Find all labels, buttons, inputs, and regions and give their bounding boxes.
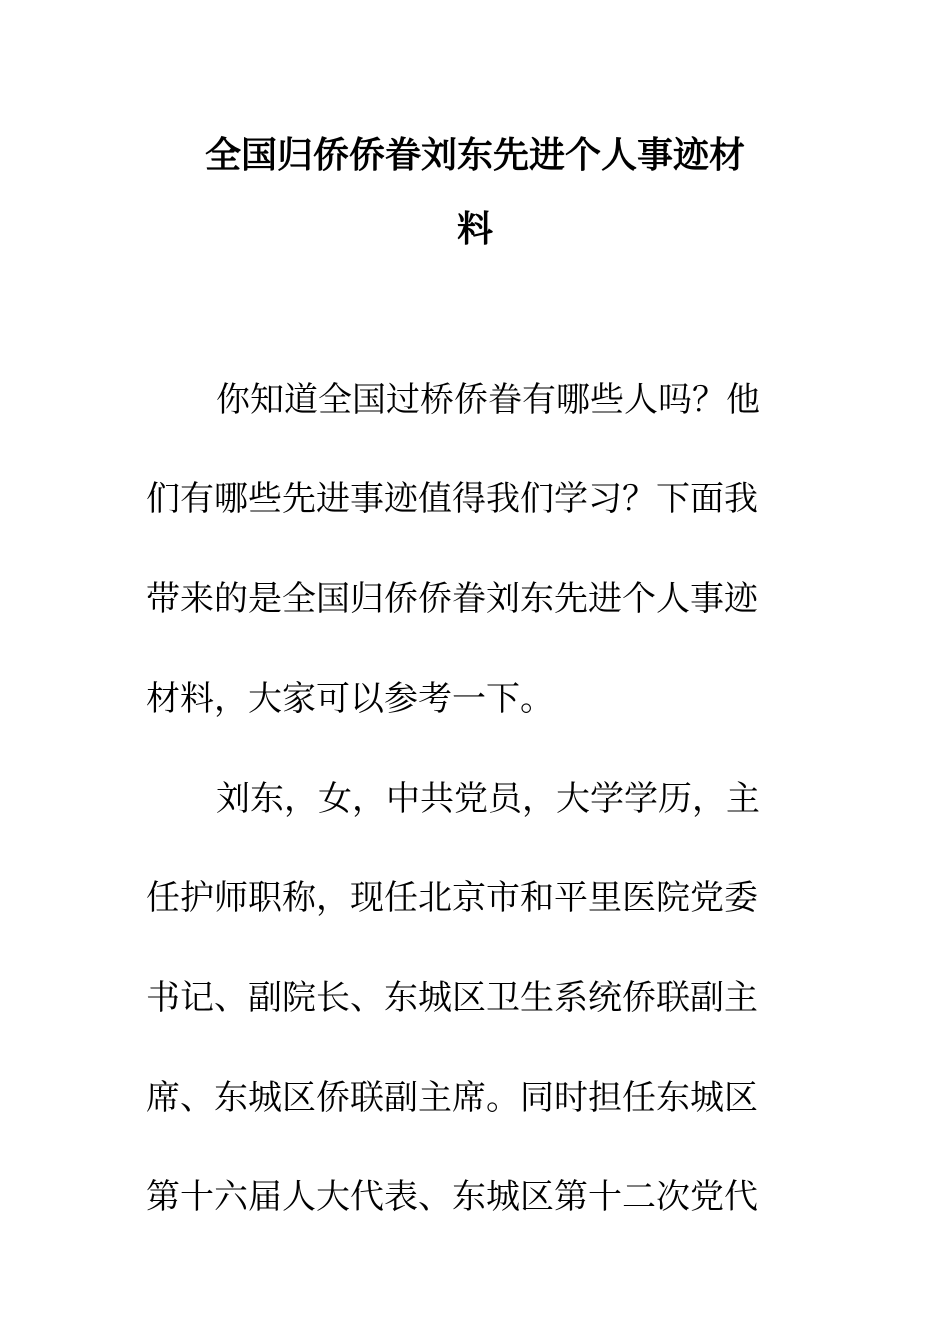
- paragraph-line: 你知道全国过桥侨眷有哪些人吗？他: [216, 380, 760, 420]
- paragraph-line: 刘东，女，中共党员，大学学历，主: [216, 779, 760, 819]
- paragraph-line: 书记、副院长、东城区卫生系统侨联副主: [146, 978, 758, 1018]
- paragraph-line: 任护师职称，现任北京市和平里医院党委: [146, 878, 758, 918]
- document-title-line-1: 全国归侨侨眷刘东先进个人事迹材: [204, 135, 745, 176]
- document-title-line-2: 料: [456, 209, 493, 250]
- paragraph-line: 带来的是全国归侨侨眷刘东先进个人事迹: [146, 579, 758, 619]
- paragraph-line: 第十六届人大代表、东城区第十二次党代: [146, 1177, 758, 1217]
- paragraph-line: 材料，大家可以参考一下。: [146, 679, 554, 719]
- paragraph-line: 们有哪些先进事迹值得我们学习？下面我: [146, 479, 758, 519]
- paragraph-line: 席、东城区侨联副主席。同时担任东城区: [146, 1078, 758, 1118]
